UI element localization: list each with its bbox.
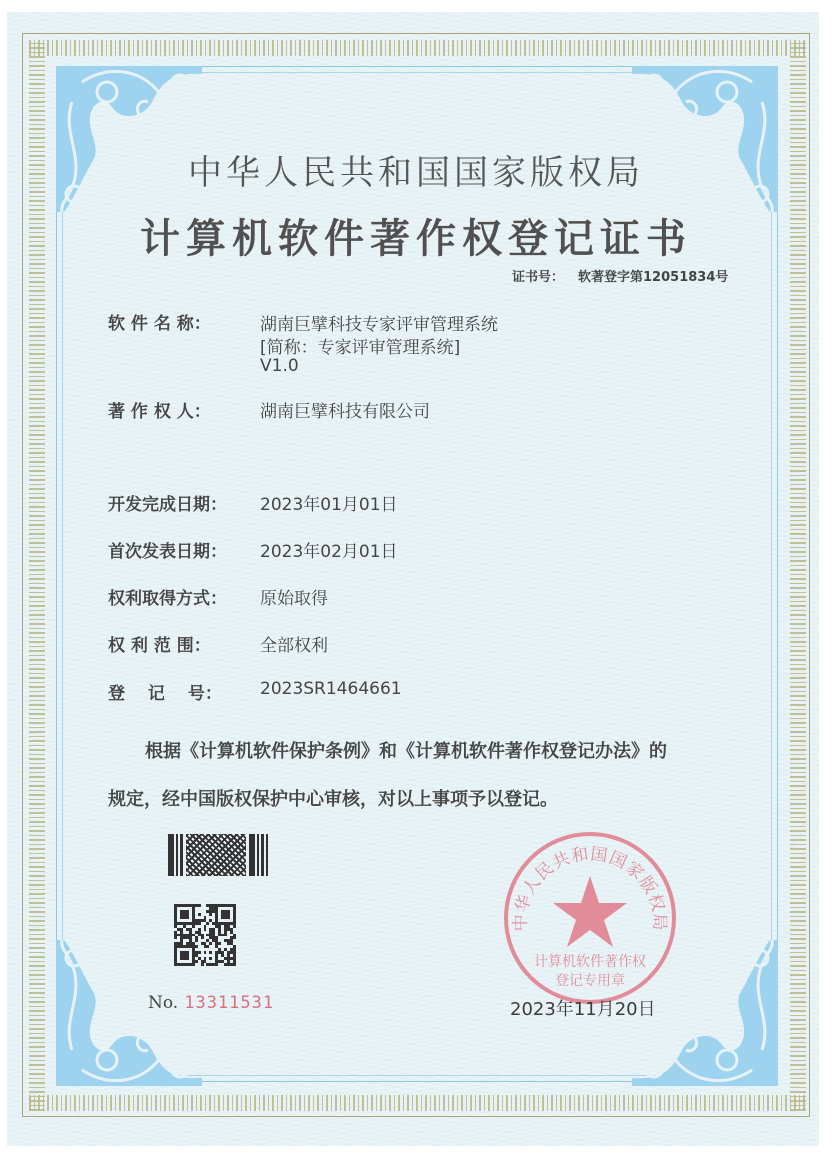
serial-number <box>148 993 274 1013</box>
statement-line-2: 规定，经中国版权保护中心审核，对以上事项予以登记。 <box>108 789 558 810</box>
greek-key-border-top <box>29 40 806 56</box>
copyright-owner-label: 著 作 权 人： <box>108 402 211 422</box>
seal-inner-line-2: 登记专用章 <box>555 973 625 989</box>
greek-key-border-bottom <box>29 1095 806 1111</box>
serial-number-value: 13311531 <box>184 993 275 1013</box>
rights-scope-label: 权 利 范 围： <box>108 636 211 656</box>
registration-number-value: 2023SR1464661 <box>260 679 402 699</box>
certificate-title: 计算机软件著作权登记证书 <box>140 215 692 262</box>
qr-code-icon <box>174 904 236 966</box>
certificate-number <box>512 266 728 285</box>
rights-scope-value: 全部权利 <box>260 636 328 656</box>
rights-acquisition-label: 权利取得方式： <box>108 589 227 609</box>
development-date-label: 开发完成日期： <box>108 495 227 515</box>
seal-inner-line-1: 计算机软件著作权 <box>534 954 646 970</box>
software-name-value: 湖南巨擘科技专家评审管理系统 <box>260 315 498 335</box>
statement-line-1: 根据《计算机软件保护条例》和《计算机软件著作权登记办法》的 <box>145 741 667 762</box>
corner-ornament-top-left-icon <box>52 62 212 222</box>
first-publication-date-value: 2023年02月01日 <box>260 542 398 562</box>
serial-prefix: No. <box>148 993 179 1013</box>
software-version-value: V1.0 <box>260 356 299 376</box>
registration-number-label: 登 记 号： <box>108 684 222 704</box>
barcode-icon <box>168 834 288 876</box>
corner-ornament-top-right-icon <box>622 62 782 222</box>
software-name-label: 软 件 名 称： <box>108 314 211 334</box>
greek-key-border-right <box>790 40 806 1111</box>
software-short-name-value: [简称：专家评审管理系统] <box>260 338 461 358</box>
rights-acquisition-value: 原始取得 <box>260 589 328 609</box>
certificate-number-value: 软著登字第12051834号 <box>578 270 729 285</box>
first-publication-date-label: 首次发表日期： <box>108 542 227 562</box>
issue-date: 2023年11月20日 <box>510 999 656 1020</box>
issuing-agency: 中华人民共和国国家版权局 <box>188 153 644 193</box>
certificate-number-label: 证书号： <box>512 270 565 285</box>
greek-key-border-left <box>29 40 45 1111</box>
seal-ring-text: 中华人民共和国国家版权局 <box>510 844 670 932</box>
copyright-owner-value: 湖南巨擘科技有限公司 <box>260 402 430 422</box>
development-date-value: 2023年01月01日 <box>260 495 398 515</box>
official-seal-icon <box>500 828 680 1008</box>
